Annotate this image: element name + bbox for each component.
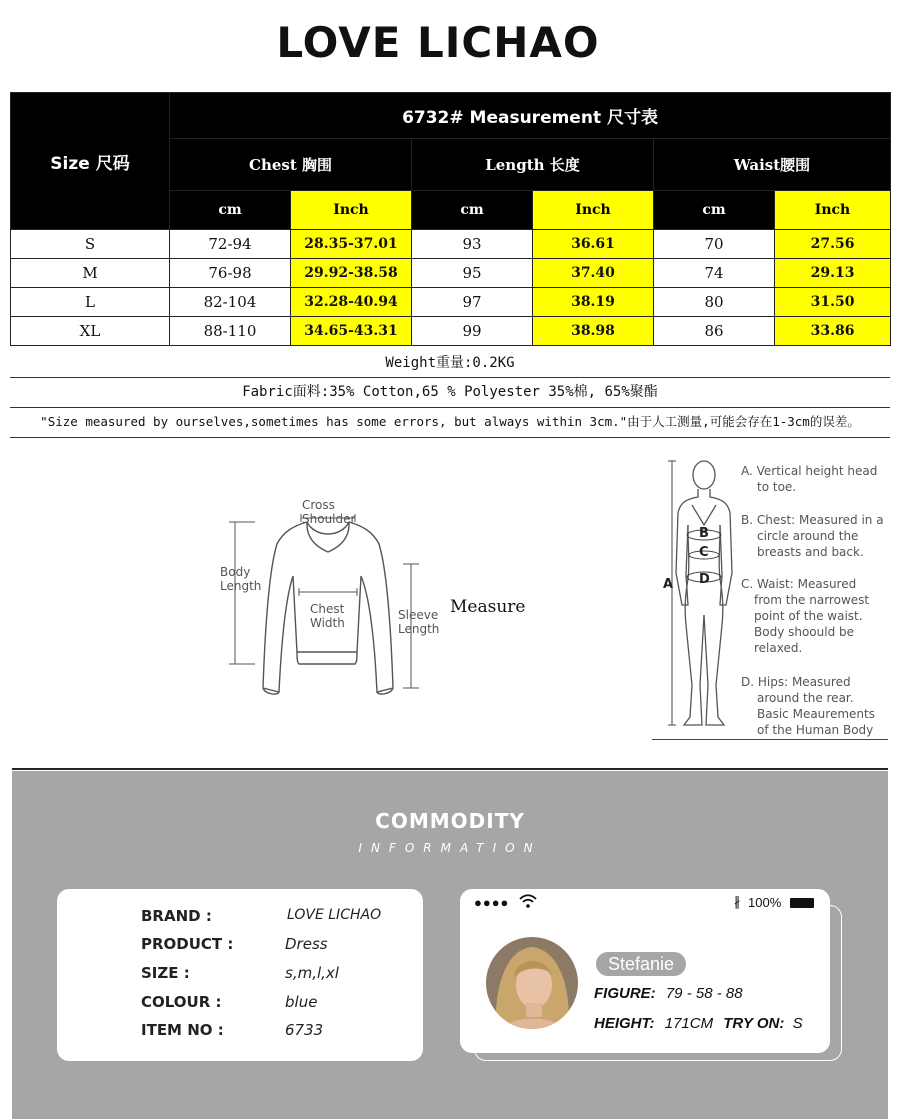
- battery-icon: [790, 898, 814, 908]
- length-cm-cell: 99: [412, 317, 533, 346]
- commodity-title: COMMODITY: [375, 809, 525, 833]
- brand-value: LOVE LICHAO: [287, 907, 382, 923]
- sleeve-length-label: Sleeve Length: [398, 608, 440, 636]
- commodity-section: [12, 771, 888, 1119]
- note-a: A. Vertical height head to toe.: [741, 464, 878, 494]
- figure-letter-a: A: [663, 577, 674, 592]
- fabric-row: Fabric面料:35% Cotton,65 % Polyester 35%棉, 65%聚酯: [10, 378, 890, 408]
- table-row: [11, 317, 891, 346]
- wifi-icon: [518, 893, 538, 909]
- colour-label: COLOUR :: [141, 993, 222, 1011]
- signal-icon: ●●●●: [474, 895, 510, 910]
- size-cell: XL: [11, 317, 170, 346]
- length-inch-cell: 38.98: [533, 317, 654, 346]
- item-no-label: ITEM NO :: [141, 1021, 224, 1039]
- section-divider: [12, 768, 888, 770]
- waist-cm-cell: 80: [654, 288, 775, 317]
- length-inch-cell: 38.19: [533, 288, 654, 317]
- product-info-card: [57, 889, 423, 1061]
- brand-label: BRAND :: [141, 907, 212, 925]
- chest-cm-cell: 76-98: [170, 259, 291, 288]
- table-row: [11, 288, 891, 317]
- chest-cm-cell: 82-104: [170, 288, 291, 317]
- unit-inch: Inch: [533, 191, 654, 230]
- product-value: Dress: [285, 935, 328, 953]
- size-header: Size 尺码: [11, 93, 170, 230]
- unit-cm: cm: [170, 191, 291, 230]
- measurement-guide: [0, 445, 900, 775]
- colour-value: blue: [285, 993, 318, 1011]
- size-value: s,m,l,xl: [285, 964, 339, 982]
- chest-width-label: Chest Width: [310, 602, 345, 630]
- note-d: D. Hips: Measured around the rear. Basic Meaurements of the Human Body: [741, 675, 875, 737]
- length-inch-cell: 37.40: [533, 259, 654, 288]
- waist-cm-cell: 86: [654, 317, 775, 346]
- waist-inch-cell: 31.50: [775, 288, 891, 317]
- product-label: PRODUCT :: [141, 935, 234, 953]
- measurement-note: "Size measured by ourselves,sometimes has some errors, but always within 3cm."由于人工测量,可能会存在1-3cm的误差。: [10, 408, 890, 438]
- unit-inch: Inch: [775, 191, 891, 230]
- size-cell: S: [11, 230, 170, 259]
- table-row: [11, 259, 891, 288]
- length-cm-cell: 93: [412, 230, 533, 259]
- waist-inch-cell: 33.86: [775, 317, 891, 346]
- brand-title: LOVE LICHAO: [276, 18, 600, 67]
- size-cell: M: [11, 259, 170, 288]
- figure-baseline: [652, 739, 888, 740]
- table-title: 6732# Measurement 尺寸表: [170, 93, 891, 139]
- chest-cm-cell: 88-110: [170, 317, 291, 346]
- figure-letter-d: D: [699, 572, 710, 587]
- body-length-label: Body Length: [220, 565, 262, 593]
- measure-label: Measure: [450, 597, 526, 617]
- unit-inch: Inch: [291, 191, 412, 230]
- commodity-subtitle: INFORMATION: [358, 841, 542, 855]
- note-c: C. Waist: Measured from the narrowest point of the waist. Body shoould be relaxed.: [741, 577, 870, 655]
- chest-inch-cell: 32.28-40.94: [291, 288, 412, 317]
- figure-letter-c: C: [699, 545, 709, 560]
- unit-cm: cm: [412, 191, 533, 230]
- size-cell: L: [11, 288, 170, 317]
- model-avatar: [486, 937, 578, 1029]
- chest-cm-cell: 72-94: [170, 230, 291, 259]
- length-inch-cell: 36.61: [533, 230, 654, 259]
- size-label: SIZE :: [141, 964, 190, 982]
- chest-inch-cell: 34.65-43.31: [291, 317, 412, 346]
- unit-cm: cm: [654, 191, 775, 230]
- chest-header: Chest 胸围: [170, 139, 412, 191]
- bluetooth-icon: ∦: [734, 894, 741, 909]
- battery-percent: 100%: [748, 895, 782, 910]
- length-header: Length 长度: [412, 139, 654, 191]
- note-b: B. Chest: Measured in a circle around the breasts and back.: [741, 513, 884, 559]
- weight-row: Weight重量:0.2KG: [10, 350, 890, 378]
- waist-cm-cell: 74: [654, 259, 775, 288]
- waist-inch-cell: 29.13: [775, 259, 891, 288]
- length-cm-cell: 95: [412, 259, 533, 288]
- length-cm-cell: 97: [412, 288, 533, 317]
- model-info-card: [460, 889, 830, 1053]
- figure-letter-b: B: [699, 526, 709, 541]
- model-height: HEIGHT: 171CM TRY ON: S: [594, 1015, 803, 1032]
- body-figure: [662, 455, 742, 740]
- item-no-value: 6733: [285, 1021, 324, 1039]
- model-name-badge: Stefanie: [596, 952, 686, 976]
- waist-inch-cell: 27.56: [775, 230, 891, 259]
- size-chart-table: [10, 92, 891, 346]
- chest-inch-cell: 28.35-37.01: [291, 230, 412, 259]
- model-figure: FIGURE: 79 - 58 - 88: [594, 985, 743, 1002]
- chest-inch-cell: 29.92-38.58: [291, 259, 412, 288]
- table-row: [11, 230, 891, 259]
- waist-header: Waist腰围: [654, 139, 891, 191]
- waist-cm-cell: 70: [654, 230, 775, 259]
- cross-shoulder-label: Cross Shoulder: [302, 498, 356, 526]
